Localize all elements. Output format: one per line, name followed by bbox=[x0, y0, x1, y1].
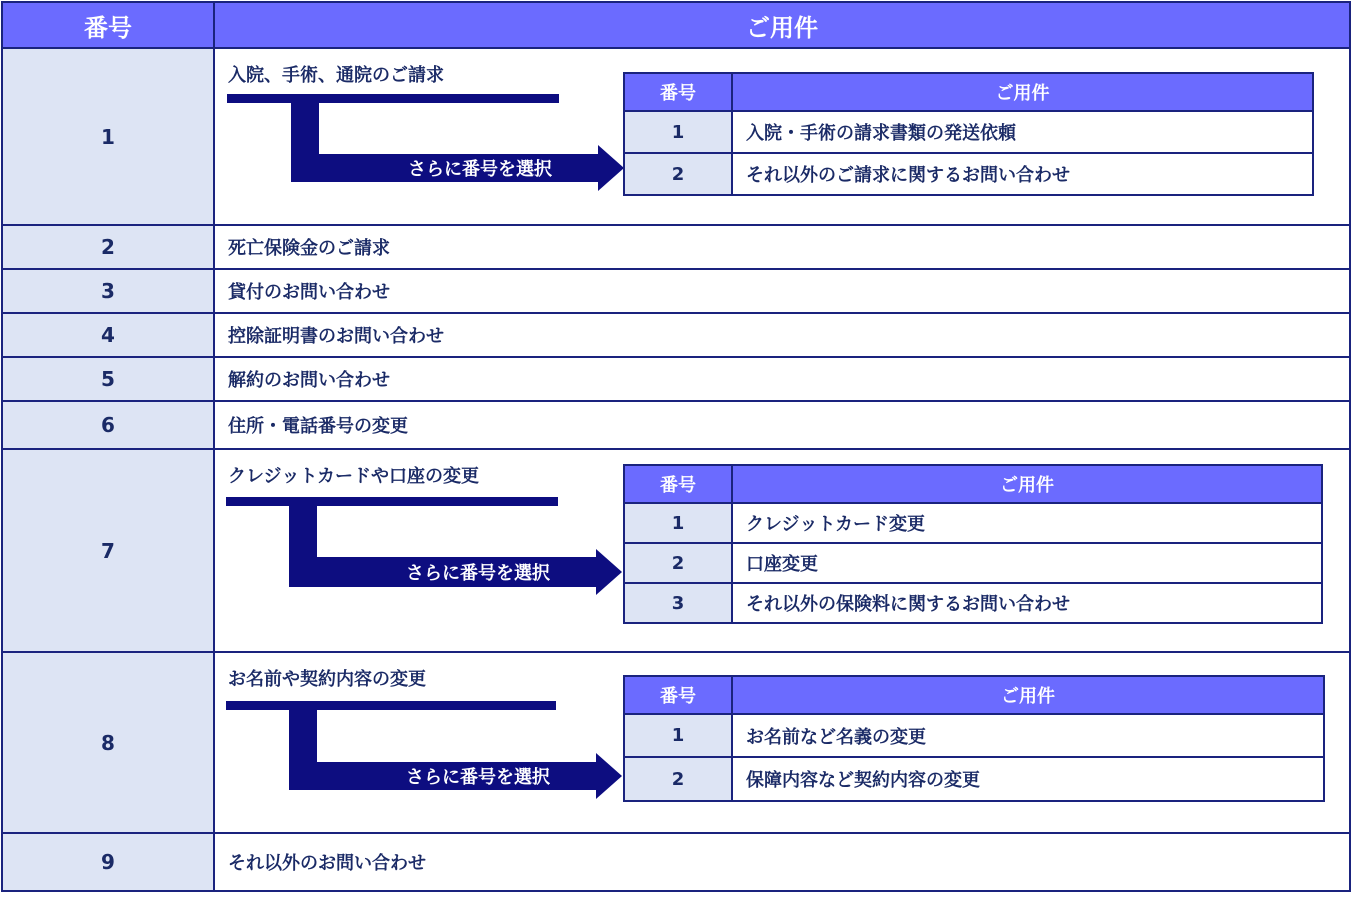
submenu-row bbox=[624, 757, 1324, 801]
submenu-label: それ以外のご請求に関するお問い合わせ bbox=[732, 153, 1313, 195]
submenu-header-number: 番号 bbox=[624, 465, 732, 503]
arrow-label: さらに番号を選択 bbox=[289, 762, 597, 790]
submenu-label: それ以外の保険料に関するお問い合わせ bbox=[732, 583, 1322, 623]
arrow-right-icon bbox=[596, 549, 622, 595]
row-label: それ以外のお問い合わせ bbox=[228, 853, 426, 874]
row-number: 9 bbox=[2, 833, 214, 891]
header-topic: ご用件 bbox=[214, 2, 1350, 48]
table-row bbox=[2, 48, 1350, 225]
submenu-header-number: 番号 bbox=[624, 73, 732, 111]
row-number: 4 bbox=[2, 313, 214, 357]
submenu-header-topic: ご用件 bbox=[732, 465, 1322, 503]
row-content bbox=[214, 652, 1350, 833]
flow-line bbox=[226, 497, 558, 506]
header-number: 番号 bbox=[2, 2, 214, 48]
row-content bbox=[214, 225, 1350, 269]
row-number: 8 bbox=[2, 652, 214, 833]
submenu-label: クレジットカード変更 bbox=[732, 503, 1322, 543]
submenu-number: 1 bbox=[624, 111, 732, 153]
arrow-label: さらに番号を選択 bbox=[289, 557, 597, 587]
row-content bbox=[214, 833, 1350, 891]
submenu-number: 1 bbox=[624, 503, 732, 543]
row-content bbox=[214, 313, 1350, 357]
table-row bbox=[2, 313, 1350, 357]
table-row bbox=[2, 652, 1350, 833]
submenu-row bbox=[624, 503, 1322, 543]
submenu-header-topic: ご用件 bbox=[732, 676, 1324, 714]
submenu-row bbox=[624, 714, 1324, 757]
row-label: 解約のお問い合わせ bbox=[228, 370, 390, 391]
inquiry-menu-table bbox=[1, 1, 1351, 892]
table-row bbox=[2, 449, 1350, 652]
row-content bbox=[214, 401, 1350, 449]
submenu-table bbox=[623, 72, 1314, 196]
row-number: 5 bbox=[2, 357, 214, 401]
table-row bbox=[2, 401, 1350, 449]
row-label: 入院、手術、通院のご請求 bbox=[228, 65, 444, 86]
row-number: 6 bbox=[2, 401, 214, 449]
row-number: 3 bbox=[2, 269, 214, 313]
submenu-header-number: 番号 bbox=[624, 676, 732, 714]
row-content bbox=[214, 357, 1350, 401]
arrow-label: さらに番号を選択 bbox=[291, 154, 599, 182]
row-label: 住所・電話番号の変更 bbox=[228, 416, 408, 437]
table-row bbox=[2, 357, 1350, 401]
table-row bbox=[2, 225, 1350, 269]
submenu-label: 保障内容など契約内容の変更 bbox=[732, 757, 1324, 801]
submenu-table bbox=[623, 675, 1325, 802]
row-label: お名前や契約内容の変更 bbox=[228, 669, 426, 690]
row-content bbox=[214, 269, 1350, 313]
submenu-number: 2 bbox=[624, 153, 732, 195]
submenu-number: 3 bbox=[624, 583, 732, 623]
table-row bbox=[2, 269, 1350, 313]
row-label: 貸付のお問い合わせ bbox=[228, 282, 390, 303]
submenu-number: 1 bbox=[624, 714, 732, 757]
submenu-label: お名前など名義の変更 bbox=[732, 714, 1324, 757]
submenu-number: 2 bbox=[624, 543, 732, 583]
table-row bbox=[2, 833, 1350, 891]
row-label: 死亡保険金のご請求 bbox=[228, 238, 390, 259]
arrow-right-icon bbox=[598, 145, 624, 191]
submenu-label: 口座変更 bbox=[732, 543, 1322, 583]
submenu-row bbox=[624, 543, 1322, 583]
row-label: 控除証明書のお問い合わせ bbox=[228, 326, 444, 347]
submenu-row bbox=[624, 153, 1313, 195]
arrow-right-icon bbox=[596, 753, 622, 799]
flow-line bbox=[227, 94, 559, 103]
row-label: クレジットカードや口座の変更 bbox=[228, 466, 480, 487]
row-number: 2 bbox=[2, 225, 214, 269]
row-number: 1 bbox=[2, 48, 214, 225]
submenu-label: 入院・手術の請求書類の発送依頼 bbox=[732, 111, 1313, 153]
submenu-row bbox=[624, 583, 1322, 623]
submenu-row bbox=[624, 111, 1313, 153]
row-content bbox=[214, 48, 1350, 225]
row-content bbox=[214, 449, 1350, 652]
row-number: 7 bbox=[2, 449, 214, 652]
submenu-header-topic: ご用件 bbox=[732, 73, 1313, 111]
submenu-table bbox=[623, 464, 1323, 624]
submenu-number: 2 bbox=[624, 757, 732, 801]
flow-line bbox=[226, 701, 556, 710]
